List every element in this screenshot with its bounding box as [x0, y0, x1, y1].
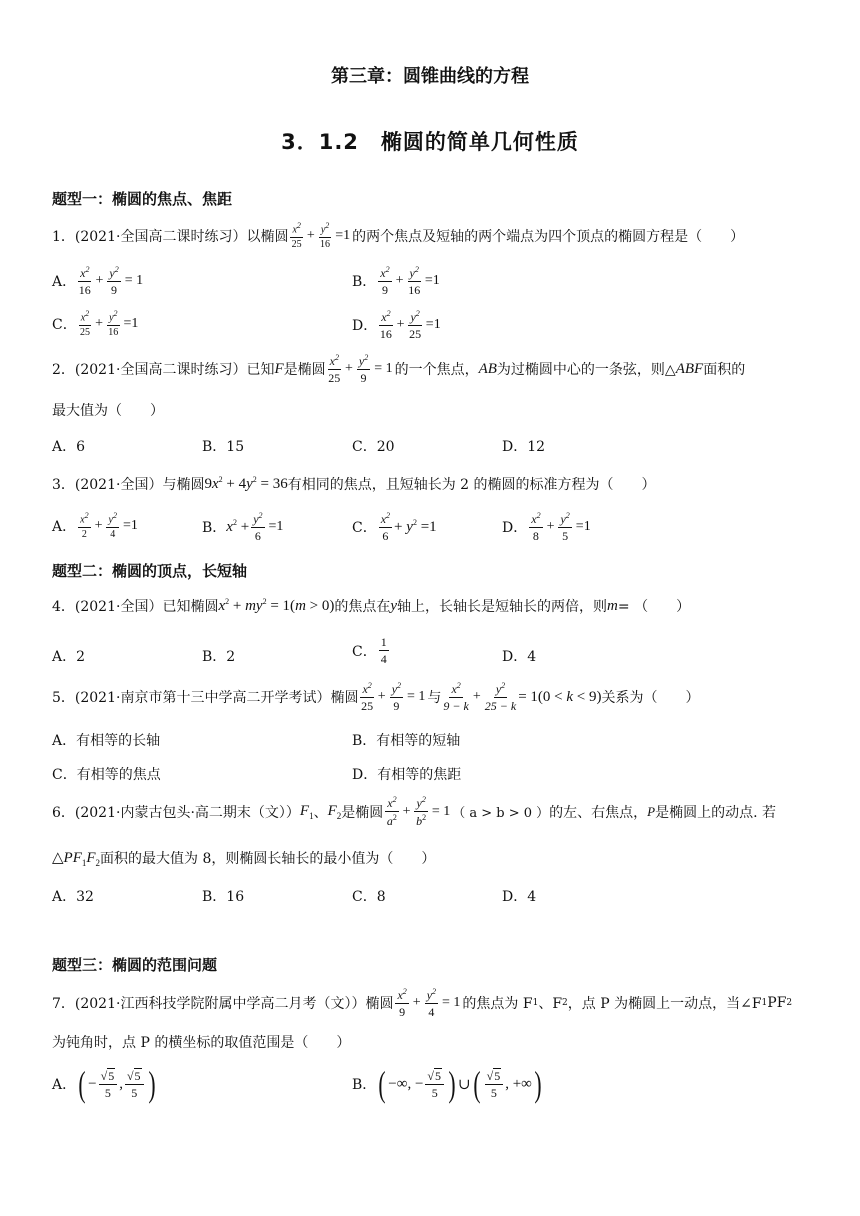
q1-tail: 的两个焦点及短轴的两个端点为四个顶点的椭圆方程是（ ）: [352, 229, 745, 246]
q5-option-a[interactable]: A．有相等的长轴: [52, 733, 161, 749]
type2-heading: 题型二：椭圆的顶点，长短轴: [52, 562, 248, 580]
chapter-title: 第三章：圆锥曲线的方程: [331, 66, 529, 87]
question-1: 1．(2021·全国高二课时练习）以椭圆 $\frac{x^2}{25}$ + $\frac{y^2}{16}$ =1 的两个焦点及短轴的两个端点为四个顶点的椭圆方程是（ ）: [52, 221, 745, 251]
q7-line2: 为钝角时，点 P 的横坐标的取值范围是（ ）: [52, 1035, 351, 1051]
q3-option-b[interactable]: B． $x^2$ + $\frac{y^2}{6}$ =1: [202, 511, 284, 543]
q1-option-a[interactable]: A． $\frac{x^2}{16}$ + $\frac{y^2}{9}$ = 1: [52, 265, 144, 297]
q2-option-d[interactable]: D．12: [502, 439, 546, 455]
q1-frac-y: $\frac{y^2}{16}$: [320, 221, 331, 251]
q2-line2: 最大值为（ ）: [52, 403, 164, 419]
question-4: 4．(2021·全国）已知椭圆 $x^2 + my^2 = 1(m > 0)$ 的焦点在 y 轴上，长轴长是短轴长的两倍，则 m = （ ）: [52, 597, 691, 615]
q2-option-b[interactable]: B．15: [202, 439, 245, 455]
q2-option-c[interactable]: C．20: [352, 439, 395, 455]
q6-option-d[interactable]: D．4: [502, 889, 537, 905]
q4-option-b[interactable]: B．2: [202, 649, 236, 665]
q1-option-b[interactable]: B． $\frac{x^2}{9}$ + $\frac{y^2}{16}$ =1: [352, 265, 440, 297]
q1-option-d[interactable]: D． $\frac{x^2}{16}$ + $\frac{y^2}{25}$ =1: [352, 309, 441, 341]
type1-heading: 题型一：椭圆的焦点、焦距: [52, 190, 233, 208]
q1-lead: 1．(2021·全国高二课时练习）以椭圆: [52, 229, 289, 246]
q5-option-d[interactable]: D．有相等的焦距: [352, 767, 462, 783]
q6-line2: $\triangle PF_1F_2$ 面积的最大值为 8，则椭圆长轴长的最小值为（ ）: [52, 850, 436, 868]
question-7: 7．(2021·江西科技学院附属中学高二月考（文））椭圆 $\frac{x^2}{9}$ + $\frac{y^2}{4}$ = 1 的焦点为 F 1 、F 2 ，点 P 为椭圆上一动点，当∠F 1 PF 2: [52, 987, 793, 1019]
q4-option-c[interactable]: C． $\frac{1}{4}$: [352, 635, 387, 666]
q7-option-b[interactable]: B． ( −∞, − $\frac{√5}{5}$ ) ∪ ( $\frac{√5}{5}$ , +∞ ): [352, 1064, 542, 1104]
q5-option-b[interactable]: B．有相等的短轴: [352, 733, 461, 749]
question-6: 6．(2021·内蒙古包头·高二期末（文）） $F_1$ 、 $F_2$ 是椭圆 $\frac{x^2}{a^2}$ + $\frac{y^2}{b^2}$ = 1 （ a > b > 0 ） 的左、右焦点， P 是椭圆上的动点. 若: [52, 795, 777, 828]
question-2: 2．(2021·全国高二课时练习）已知 F 是椭圆 $\frac{x^2}{25}$ + $\frac{y^2}{9}$ = 1 的一个焦点， AB 为过椭圆中心的一条弦，则△ ABF 面积的: [52, 353, 746, 385]
q6-option-a[interactable]: A．32: [52, 889, 94, 905]
q3-option-d[interactable]: D． $\frac{x^2}{8}$ + $\frac{y^2}{5}$ =1: [502, 511, 591, 543]
q3-option-c[interactable]: C． $\frac{x^2}{6}$ + $y^2 =1$: [352, 511, 437, 543]
q2-option-a[interactable]: A．6: [52, 439, 86, 455]
q6-option-b[interactable]: B．16: [202, 889, 245, 905]
q4-option-d[interactable]: D．4: [502, 649, 537, 665]
q7-option-a[interactable]: A． ( − $\frac{√5}{5}$ , $\frac{√5}{5}$ ): [52, 1064, 156, 1104]
type3-heading: 题型三：椭圆的范围问题: [52, 956, 218, 974]
q1-option-c[interactable]: C． $\frac{x^2}{25}$ + $\frac{y^2}{16}$ =1: [52, 309, 139, 339]
question-3: 3．(2021·全国）与椭圆 $9x^2 + 4y^2 = 36$ 有相同的焦点，且短轴长为 2 的椭圆的标准方程为（ ）: [52, 475, 656, 493]
section-title: 3．1.2 椭圆的简单几何性质: [281, 130, 579, 154]
q3-option-a[interactable]: A． $\frac{x^2}{2}$ + $\frac{y^2}{4}$ =1: [52, 511, 138, 541]
q4-option-a[interactable]: A．2: [52, 649, 86, 665]
q5-option-c[interactable]: C．有相等的焦点: [52, 767, 161, 783]
q1-frac-x: $\frac{x^2}{25}$: [291, 221, 302, 251]
q6-option-c[interactable]: C．8: [352, 889, 386, 905]
question-5: 5．(2021·南京市第十三中学高二开学考试）椭圆 $\frac{x^2}{25}$ + $\frac{y^2}{9}$ = 1 与 $\frac{x^2}{9 - k}$ + $\frac{y^2}{25 - k}$ = 1(0 < k < 9) 关系为（ ）: [52, 681, 700, 713]
